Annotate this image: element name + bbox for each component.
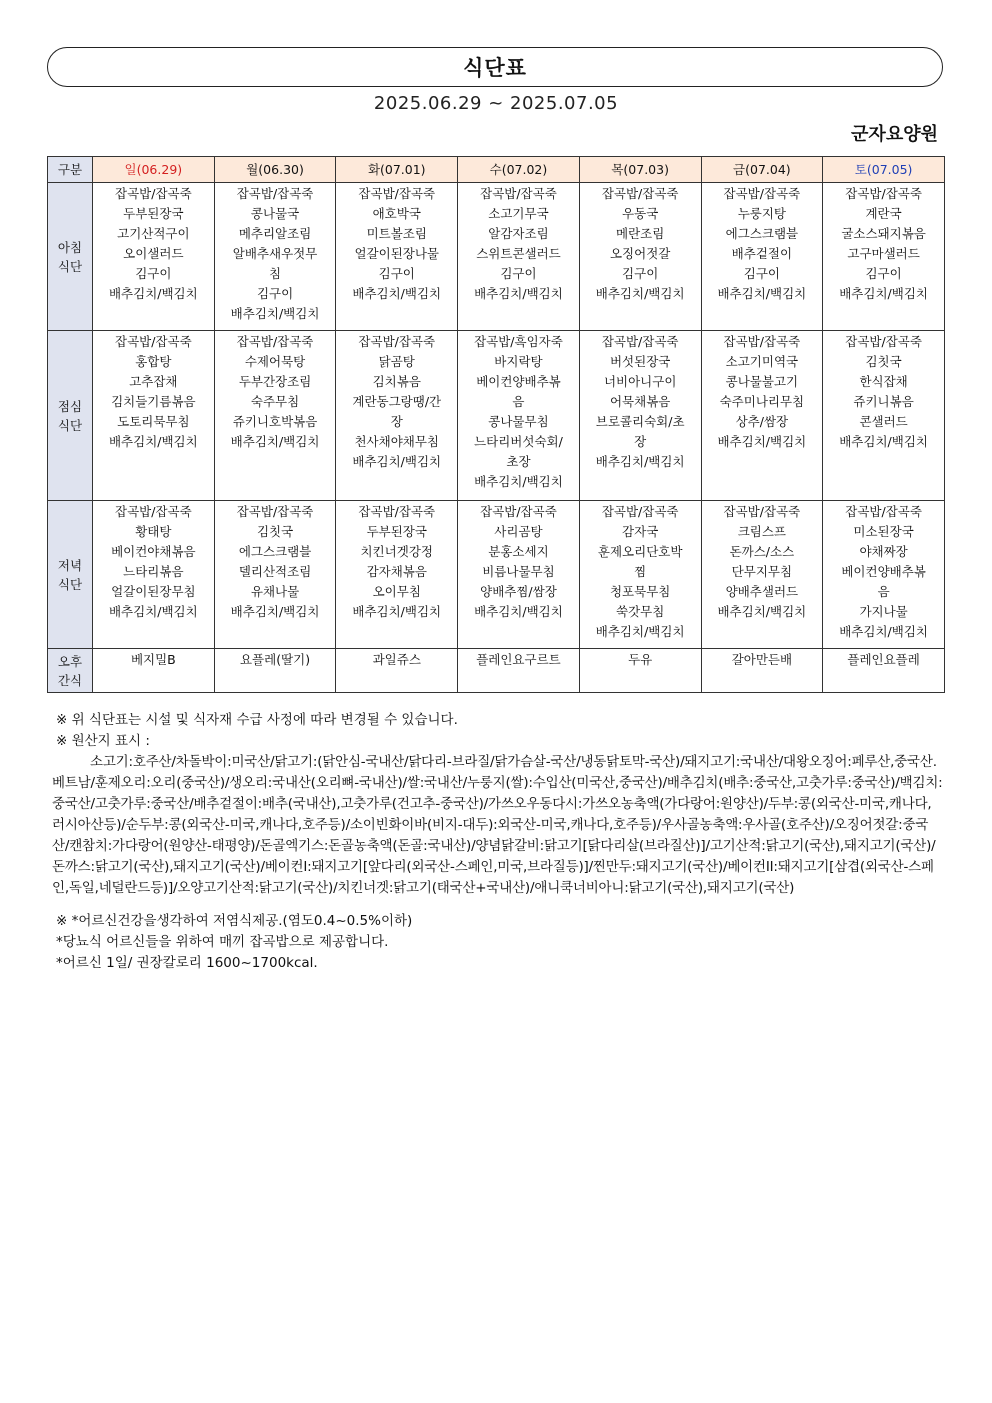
row-label-breakfast xyxy=(48,183,93,331)
menu-item: 김구이 xyxy=(622,266,659,281)
notes-section xyxy=(52,710,944,974)
menu-item: 수제어묵탕 xyxy=(244,354,306,369)
menu-item: 갈아만든배 xyxy=(731,652,793,667)
menu-item: 콩나물국 xyxy=(250,206,300,221)
menu-item: 애호박국 xyxy=(372,206,421,221)
menu-item: 훈제오리단호박 xyxy=(597,544,683,559)
menu-item: 우동국 xyxy=(622,206,659,221)
menu-item: 고구마샐러드 xyxy=(847,246,920,261)
menu-item: 김구이 xyxy=(135,266,172,281)
menu-item: 유채나물 xyxy=(250,584,300,599)
menu-item: 배추김치/백김치 xyxy=(352,286,442,301)
menu-item: 미소된장국 xyxy=(853,524,914,539)
menu-item: 과일쥬스 xyxy=(372,652,421,667)
menu-item: 베이컨야채볶음 xyxy=(111,544,196,559)
menu-item: 버섯된장국 xyxy=(609,354,671,369)
menu-cell-snack-day6 xyxy=(823,649,945,693)
menu-item: 초장 xyxy=(506,454,531,469)
menu-item: 상추/쌈장 xyxy=(735,414,789,429)
menu-item: 미트볼조림 xyxy=(366,226,427,241)
menu-item: 잡곡밥/잡곡죽 xyxy=(723,334,801,349)
menu-item: 잡곡밥/잡곡죽 xyxy=(236,186,314,201)
menu-item: 배추김치/백김치 xyxy=(839,286,928,301)
menu-item: 배추김치/백김치 xyxy=(474,286,563,301)
menu-cell-dinner-day4 xyxy=(579,501,701,649)
menu-item: 오이무침 xyxy=(372,584,421,599)
menu-cell-dinner-day2 xyxy=(336,501,458,649)
menu-item: 단무지무침 xyxy=(731,564,793,579)
menu-item: 소고기무국 xyxy=(488,206,549,221)
menu-item: 바지락탕 xyxy=(494,354,543,369)
menu-item: 느타리볶음 xyxy=(123,564,184,579)
menu-item: 두부간장조림 xyxy=(238,374,312,389)
day-header-thu: 목(07.03) xyxy=(579,157,701,183)
row-label-line: 점심 xyxy=(57,398,83,414)
menu-item: 굴소스돼지볶음 xyxy=(841,226,926,241)
menu-item: 잡곡밥/잡곡죽 xyxy=(480,504,557,519)
menu-item: 알감자조림 xyxy=(488,226,549,241)
title-text: 식단표 xyxy=(463,56,527,80)
row-label-dinner xyxy=(48,501,93,649)
day-header-sun: 일(06.29) xyxy=(93,157,215,183)
origin-heading: ※ 원산지 표시 : xyxy=(56,733,150,749)
menu-item: 델리산적조림 xyxy=(238,564,312,579)
menu-item: 쥬키니볶음 xyxy=(853,394,914,409)
menu-cell-dinner-day3 xyxy=(458,501,580,649)
menu-item: 베지밀B xyxy=(130,652,176,667)
menu-item: 잡곡밥/잡곡죽 xyxy=(480,186,557,201)
menu-cell-dinner-day5 xyxy=(701,501,823,649)
meal-row-dinner xyxy=(48,501,945,649)
menu-cell-breakfast-day5 xyxy=(701,183,823,331)
menu-item: 치킨너겟강정 xyxy=(360,544,433,559)
menu-item: 분홍소세지 xyxy=(488,544,549,559)
menu-item: 배추김치/백김치 xyxy=(230,434,320,449)
menu-item: 브로콜리숙회/초 xyxy=(595,414,685,429)
menu-item: 잡곡밥/잡곡죽 xyxy=(358,504,436,519)
menu-item: 천사채야채무침 xyxy=(354,434,440,449)
menu-item: 배추김치/백김치 xyxy=(595,454,685,469)
change-notice: ※ 위 식단표는 시설 및 식자재 수급 사정에 따라 변경될 수 있습니다. xyxy=(56,712,458,728)
menu-item: 음 xyxy=(877,584,890,599)
menu-item: 플레인요플레 xyxy=(847,652,920,667)
menu-item: 배추김치/백김치 xyxy=(230,604,320,619)
menu-item: 배추김치/백김치 xyxy=(108,434,198,449)
menu-item: 김구이 xyxy=(256,286,294,301)
menu-item: 오징어젓갈 xyxy=(609,246,671,261)
menu-cell-snack-day4 xyxy=(579,649,701,693)
menu-cell-lunch-day3 xyxy=(458,331,580,501)
menu-cell-breakfast-day2 xyxy=(336,183,458,331)
menu-item: 잡곡밥/잡곡죽 xyxy=(601,504,679,519)
menu-item: 잡곡밥/잡곡죽 xyxy=(723,504,801,519)
menu-item: 너비아니구이 xyxy=(603,374,677,389)
menu-cell-breakfast-day1 xyxy=(214,183,336,331)
health-note-2: *당뇨식 어르신들을 위하여 매끼 잡곡밥으로 제공합니다. xyxy=(56,934,389,950)
menu-item: 장 xyxy=(634,434,647,449)
menu-table xyxy=(47,156,945,693)
menu-item: 배추김치/백김치 xyxy=(108,604,198,619)
meal-row-breakfast xyxy=(48,183,945,331)
row-label-line: 식단 xyxy=(57,258,83,274)
menu-item: 잡곡밥/잡곡죽 xyxy=(723,186,801,201)
menu-item: 잡곡밥/잡곡죽 xyxy=(845,186,922,201)
menu-item: 어묵채볶음 xyxy=(609,394,671,409)
day-header-mon: 월(06.30) xyxy=(214,157,336,183)
menu-item: 얼갈이된장나물 xyxy=(354,246,440,261)
menu-cell-dinner-day6 xyxy=(823,501,945,649)
menu-item: 잡곡밥/잡곡죽 xyxy=(115,334,192,349)
menu-item: 배추김치/백김치 xyxy=(717,604,807,619)
row-label-snack xyxy=(48,649,93,693)
date-range: 2025.06.29 ~ 2025.07.05 xyxy=(373,93,619,114)
menu-item: 김치들기름볶음 xyxy=(111,394,196,409)
menu-item: 찜 xyxy=(634,564,647,579)
menu-item: 양배추샐러드 xyxy=(725,584,799,599)
menu-cell-snack-day1 xyxy=(214,649,336,693)
menu-item: 가지나물 xyxy=(859,604,908,619)
day-header-row xyxy=(48,157,945,183)
menu-item: 김치볶음 xyxy=(372,374,421,389)
facility-name: 군자요양원 xyxy=(851,124,938,145)
menu-item: 배추김치/백김치 xyxy=(230,306,320,321)
meal-row-snack xyxy=(48,649,945,693)
menu-item: 스위트콘샐러드 xyxy=(476,246,561,261)
menu-item: 두부된장국 xyxy=(123,206,184,221)
day-header-tue: 화(07.01) xyxy=(336,157,458,183)
menu-item: 청포묵무침 xyxy=(609,584,671,599)
menu-cell-snack-day5 xyxy=(701,649,823,693)
menu-item: 도토리묵무침 xyxy=(117,414,190,429)
menu-item: 김구이 xyxy=(865,266,902,281)
menu-item: 알배추새우젓무 xyxy=(232,246,318,261)
menu-item: 오이샐러드 xyxy=(123,246,184,261)
menu-cell-lunch-day6 xyxy=(823,331,945,501)
menu-item: 배추김치/백김치 xyxy=(839,624,928,639)
menu-cell-snack-day2 xyxy=(336,649,458,693)
row-label-line: 식단 xyxy=(57,417,83,433)
origin-text: 소고기:호주산/차돌박이:미국산/닭고기:(닭안심-국내산/닭다리-브라질/닭가슴살-국산/냉동닭토막-국산)/돼지고기:국내산/대왕오징어:페루산,중국산.베트남/훈제오리:오리(중국산)/생오리:국내산(오리뼈-국내산)/쌀:국내산/누룽지(쌀):수입산(미국산,중국산)/배추김치(배추:중국산,고춧가루:중국산)/백김치:중국산/고춧가루:중국산/배추겉절이:배추(국내산),고춧가루(건고추-중국산)/가쓰오우동다시:가쓰오농축액(가다랑어:원양산)/두부:콩(외국산-미국,캐나다,러시아산등)/순두부:콩(외국산-미국,캐나다,호주등)/소이빈화이바(비지-대두):외국산-미국,캐나다,호주등)/우사골농축액:우사골(호주산)/오징어젓갈:중국산/캔참치:가다랑어(원양산-태평양)/돈골엑기스:돈골농축액(돈골:국내산)/양념닭갈비:닭고기[닭다리살(브라질산)]/고기산적:닭고기(국산),돼지고기(국산)/돈까스:닭고기(국산),돼지고기(국산)/베이컨I:돼지고기[앞다리(외국산-스페인,미국,브라질등)]/찐만두:돼지고기(국산)/베이컨II:돼지고기[삼겹(외국산-스페인,독일,네덜란드등)]/오양고기산적:닭고기(국산)/치킨너겟:닭고기(태국산+국내산)/애니쿡너비아니:닭고기(국산),돼지고기(국산) xyxy=(52,754,943,896)
menu-item: 김구이 xyxy=(500,266,537,281)
menu-item: 에그스크램블 xyxy=(238,544,312,559)
menu-item: 배추김치/백김치 xyxy=(717,434,807,449)
menu-item: 두부된장국 xyxy=(366,524,427,539)
menu-item: 소고기미역국 xyxy=(725,354,799,369)
menu-item: 잡곡밥/잡곡죽 xyxy=(601,334,679,349)
row-label-line: 식단 xyxy=(57,576,83,592)
menu-item: 숙주미나리무침 xyxy=(719,394,805,409)
menu-item: 콩나물무침 xyxy=(488,414,549,429)
menu-item: 콘샐러드 xyxy=(859,414,908,429)
menu-item: 잡곡밥/잡곡죽 xyxy=(845,504,922,519)
menu-item: 돈까스/소스 xyxy=(729,544,795,559)
menu-item: 누룽지탕 xyxy=(737,206,787,221)
menu-item: 에그스크램블 xyxy=(725,226,799,241)
menu-item: 쑥갓무침 xyxy=(616,604,665,619)
health-note-1: ※ *어르신건강을생각하여 저염식제공.(염도0.4~0.5%이하) xyxy=(56,913,413,929)
menu-item: 콩나물불고기 xyxy=(725,374,799,389)
menu-item: 배추김치/백김치 xyxy=(108,286,198,301)
menu-item: 쥬키니호박볶음 xyxy=(232,414,318,429)
page-title xyxy=(47,47,943,87)
menu-item: 배추겉절이 xyxy=(731,246,793,261)
menu-item: 닭곰탕 xyxy=(378,354,415,369)
menu-item: 크림스프 xyxy=(737,524,787,539)
menu-item: 장 xyxy=(390,414,403,429)
menu-item: 두유 xyxy=(628,652,653,667)
menu-cell-lunch-day1 xyxy=(214,331,336,501)
menu-cell-snack-day0 xyxy=(93,649,215,693)
menu-item: 침 xyxy=(269,266,282,281)
menu-item: 잡곡밥/잡곡죽 xyxy=(236,334,314,349)
menu-item: 메추리알조림 xyxy=(238,226,312,241)
menu-cell-lunch-day0 xyxy=(93,331,215,501)
menu-item: 잡곡밥/잡곡죽 xyxy=(601,186,679,201)
day-header-fri: 금(07.04) xyxy=(701,157,823,183)
menu-item: 사리곰탕 xyxy=(494,524,543,539)
menu-item: 요플레(딸기) xyxy=(239,652,311,667)
menu-item: 감자채볶음 xyxy=(366,564,427,579)
menu-item: 플레인요구르트 xyxy=(476,652,561,667)
menu-item: 숙주무침 xyxy=(250,394,300,409)
menu-item: 김칫국 xyxy=(256,524,294,539)
menu-item: 잡곡밥/잡곡죽 xyxy=(115,504,192,519)
menu-item: 베이컨양배추볶 xyxy=(841,564,926,579)
menu-cell-breakfast-day4 xyxy=(579,183,701,331)
menu-item: 양배추찜/쌈장 xyxy=(480,584,557,599)
row-label-line: 아침 xyxy=(57,239,83,255)
menu-item: 감자국 xyxy=(622,524,659,539)
row-label-line: 간식 xyxy=(57,672,83,688)
menu-item: 잡곡밥/잡곡죽 xyxy=(115,186,192,201)
menu-item: 고기산적구이 xyxy=(117,226,190,241)
menu-cell-lunch-day5 xyxy=(701,331,823,501)
menu-item: 배추김치/백김치 xyxy=(595,286,685,301)
menu-item: 배추김치/백김치 xyxy=(839,434,928,449)
menu-item: 얼갈이된장무침 xyxy=(111,584,196,599)
menu-item: 배추김치/백김치 xyxy=(474,474,563,489)
day-header-sat: 토(07.05) xyxy=(823,157,945,183)
menu-item: 김구이 xyxy=(378,266,415,281)
menu-cell-dinner-day1 xyxy=(214,501,336,649)
row-label-lunch xyxy=(48,331,93,501)
menu-cell-breakfast-day0 xyxy=(93,183,215,331)
menu-item: 계란국 xyxy=(865,206,902,221)
menu-item: 베이컨양배추볶 xyxy=(476,374,561,389)
row-label-line: 저녁 xyxy=(57,557,83,573)
corner-label: 구분 xyxy=(48,157,93,183)
menu-cell-dinner-day0 xyxy=(93,501,215,649)
menu-item: 잡곡밥/잡곡죽 xyxy=(358,334,436,349)
menu-item: 한식잡채 xyxy=(859,374,908,389)
menu-item: 잡곡밥/잡곡죽 xyxy=(845,334,922,349)
menu-item: 황태탕 xyxy=(135,524,172,539)
menu-item: 배추김치/백김치 xyxy=(352,604,442,619)
menu-cell-breakfast-day3 xyxy=(458,183,580,331)
health-note-3: *어르신 1일/ 권장칼로리 1600~1700kcal. xyxy=(56,955,318,971)
menu-item: 잡곡밥/잡곡죽 xyxy=(236,504,314,519)
menu-item: 비름나물무침 xyxy=(482,564,555,579)
menu-cell-breakfast-day6 xyxy=(823,183,945,331)
menu-item: 배추김치/백김치 xyxy=(717,286,807,301)
menu-item: 김구이 xyxy=(743,266,780,281)
menu-item: 계란동그랑땡/간 xyxy=(352,394,442,409)
menu-item: 홍합탕 xyxy=(135,354,172,369)
menu-item: 김칫국 xyxy=(865,354,902,369)
menu-cell-lunch-day4 xyxy=(579,331,701,501)
menu-cell-snack-day3 xyxy=(458,649,580,693)
menu-item: 야채짜장 xyxy=(859,544,908,559)
menu-item: 배추김치/백김치 xyxy=(352,454,442,469)
menu-item: 잡곡밥/잡곡죽 xyxy=(358,186,436,201)
menu-item: 고추잡채 xyxy=(129,374,178,389)
menu-item: 음 xyxy=(512,394,525,409)
menu-item: 느타리버섯숙회/ xyxy=(474,434,563,449)
menu-cell-lunch-day2 xyxy=(336,331,458,501)
day-header-wed: 수(07.02) xyxy=(458,157,580,183)
meal-row-lunch xyxy=(48,331,945,501)
menu-body xyxy=(48,183,945,693)
menu-item: 배추김치/백김치 xyxy=(474,604,563,619)
menu-item: 잡곡밥/흑임자죽 xyxy=(474,334,563,349)
row-label-line: 오후 xyxy=(57,653,83,669)
menu-item: 배추김치/백김치 xyxy=(595,624,685,639)
menu-item: 메란조림 xyxy=(616,226,665,241)
